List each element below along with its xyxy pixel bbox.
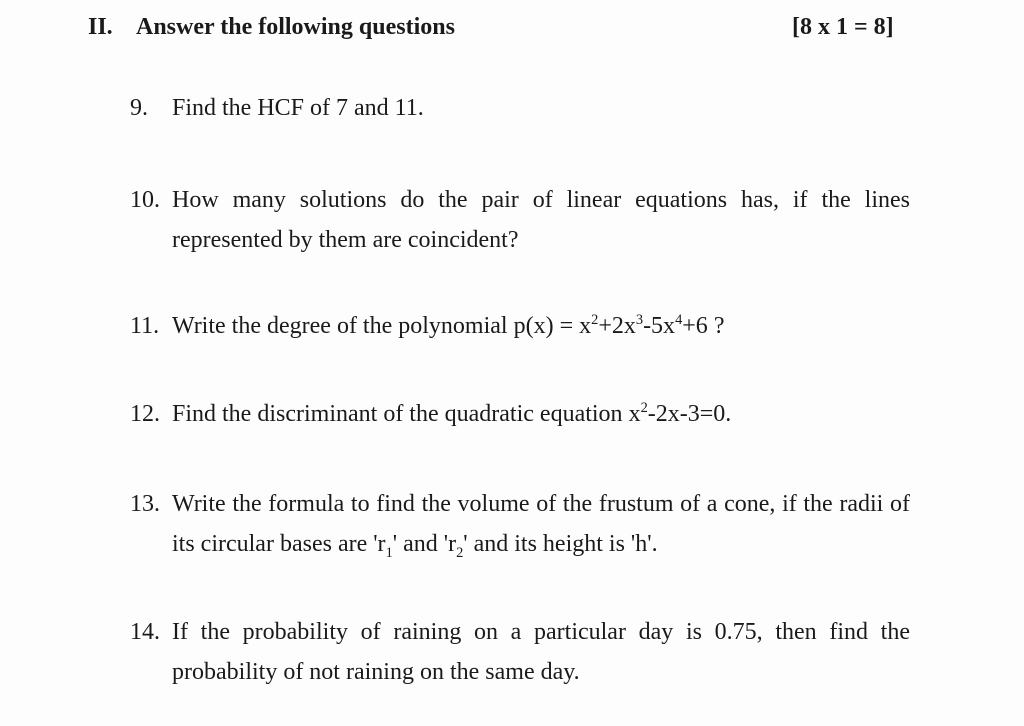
question-text-lead: Find the discriminant of the quadratic equation	[172, 401, 629, 427]
question-11	[130, 306, 910, 346]
question-13	[130, 484, 910, 564]
equation-term: -2x-3=0.	[647, 401, 732, 427]
exponent: 3	[635, 312, 644, 328]
question-number: 11.	[130, 313, 160, 339]
question-text-mid: ' and 'r	[392, 531, 457, 557]
section-number: II.	[88, 14, 113, 40]
subscript: 1	[385, 544, 393, 561]
question-number: 10.	[130, 187, 160, 213]
question-12	[130, 394, 910, 434]
section-header	[88, 14, 918, 50]
question-10	[130, 180, 910, 260]
question-text	[172, 394, 910, 434]
question-text	[172, 306, 910, 346]
question-text: Find the HCF of 7 and 11.	[172, 95, 424, 121]
exponent: 2	[591, 312, 599, 328]
question-text	[172, 484, 910, 564]
quadratic-equation	[629, 401, 732, 427]
polynomial-expression	[514, 313, 708, 339]
question-text: If the probability of raining on a particular day is 0.75, then find the probability of not raining on the same day.	[172, 619, 910, 685]
question-text-lead: Write the degree of the polynomial	[172, 313, 514, 339]
exponent: 4	[675, 312, 683, 328]
question-number: 13.	[130, 491, 160, 517]
question-text-lead: Write the formula to find the volume of the frustum of a cone, if the radii of its circular bases are 'r	[172, 491, 910, 557]
section-title: Answer the following questions	[136, 14, 455, 40]
question-9	[130, 88, 910, 128]
question-14	[130, 612, 910, 692]
poly-term: +6	[682, 313, 708, 339]
equation-term: x	[628, 401, 641, 427]
section-marks: [8 x 1 = 8]	[792, 14, 894, 40]
question-text-tail: ' and its height is 'h'.	[463, 531, 658, 557]
question-number: 12.	[130, 401, 160, 427]
question-text: How many solutions do the pair of linear equations has, if the lines represented by them are coincident?	[172, 187, 910, 253]
poly-term: -5x	[643, 313, 676, 339]
question-number: 9.	[130, 95, 148, 121]
subscript: 2	[456, 544, 464, 561]
exponent: 2	[640, 400, 648, 416]
question-text-tail: ?	[707, 313, 725, 339]
poly-term: +2x	[598, 313, 636, 339]
question-number: 14.	[130, 619, 160, 645]
poly-term: p(x) = x	[513, 313, 592, 339]
